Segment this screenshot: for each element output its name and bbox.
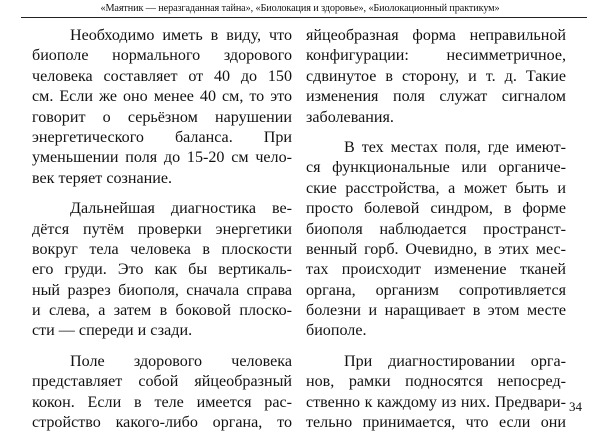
text-line: сти — спереди и сзади.: [32, 322, 193, 340]
text-line: уменьшении поля до 15-20 см чело-: [32, 149, 292, 167]
text-line: см. Если же оно менее 40 см, то это: [32, 88, 292, 106]
text-line: конфигурации: несимметричное,: [306, 47, 566, 65]
text-line: венный горб. Очевидно, в этих мес-: [306, 240, 566, 258]
text-line: Необходимо иметь в виду, что: [70, 27, 292, 44]
text-line: и слева, а затем в боковой плоско-: [32, 302, 292, 320]
paragraph: [32, 352, 292, 433]
text-line: нов, рамки подносятся непосред-: [306, 373, 566, 391]
text-line: Дальнейшая диагностика ве-: [70, 200, 292, 218]
text-line: ся функциональные или органиче-: [306, 159, 566, 177]
text-line: его груди. Это как бы вертикаль-: [32, 261, 292, 279]
paragraph: [32, 26, 292, 189]
text-line: просто болевой синдром, в форме: [306, 200, 566, 218]
header-rule: [21, 17, 587, 18]
text-line: тельно принимается, что если они: [306, 414, 566, 432]
paragraph: [32, 199, 292, 342]
text-line: При диагностировании орга-: [344, 352, 566, 370]
paragraph: [306, 138, 566, 342]
text-line: ственно к каждому из них. Предвари-: [306, 393, 566, 411]
paragraph: [306, 26, 566, 128]
text-line: болезни и наращивает в этом месте: [306, 302, 566, 320]
text-line: яйцеобразная форма неправильной: [306, 27, 566, 44]
text-line: человека составляет от 40 до 150: [32, 67, 292, 85]
left-column: [32, 26, 292, 433]
text-line: век теряет сознание.: [32, 169, 173, 187]
running-header: «Маятник — неразгаданная тайна», «Биолокация и здоровье», «Биолокационный практикум»: [100, 3, 500, 14]
page-number: 34: [569, 399, 582, 414]
text-line: дётся путём проверки энергетики: [32, 220, 292, 238]
text-line: вокруг тела человека в плоскости: [32, 240, 292, 258]
text-line: представляет собой яйцеобразный: [32, 373, 292, 391]
text-line: биополе.: [306, 322, 367, 340]
text-line: говорит о серьёзном нарушении: [32, 108, 292, 126]
text-line: ские расстройства, а может быть и: [306, 179, 566, 197]
right-column: [306, 26, 566, 433]
text-line: В тех местах поля, где имеют-: [344, 138, 566, 156]
paragraph: [306, 352, 566, 433]
text-line: биополе нормального здорового: [32, 47, 292, 65]
text-line: биополя наблюдается пространст-: [306, 220, 566, 238]
text-line: стройство какого-либо органа, то: [32, 414, 292, 432]
text-line: сдвинутое в сторону, и т. д. Такие: [306, 67, 566, 85]
text-line: заболевания.: [306, 108, 394, 126]
text-line: кокон. Если в теле имеется рас-: [32, 393, 292, 411]
text-line: ный разрез биополя, сначала справа: [32, 281, 292, 299]
text-line: энергетического баланса. При: [32, 128, 292, 146]
text-line: тах происходит изменение тканей: [306, 261, 566, 279]
text-line: Поле здорового человека: [70, 352, 292, 370]
text-line: изменения поля служат сигналом: [306, 88, 566, 106]
text-line: органа, организм сопротивляется: [306, 281, 566, 299]
